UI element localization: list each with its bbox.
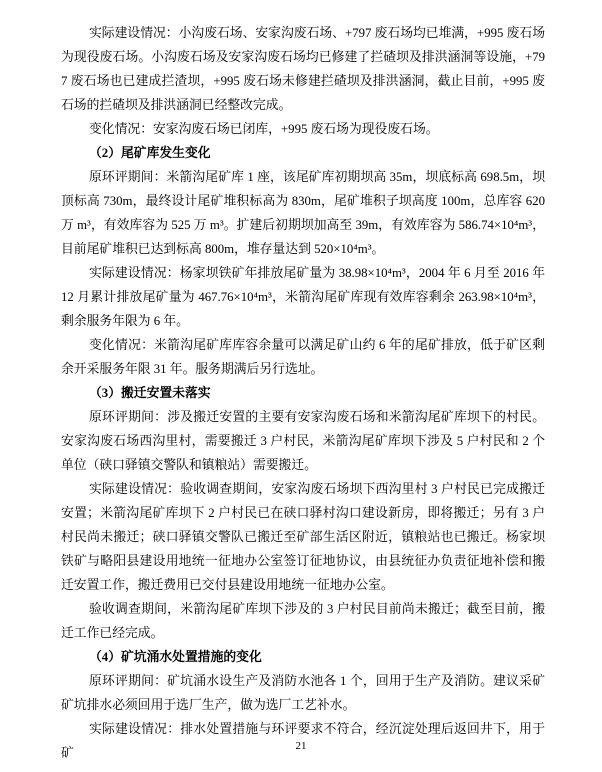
paragraph: 原环评期间：涉及搬迁安置的主要有安家沟废石场和米箭沟尾矿库坝下的村民。安家沟废石场西沟里村，需要搬迁 3 户村民，米箭沟尾矿库坝下涉及 5 户村民和 2 个单位（硖口驿镇交警队和镇粮站）需要搬迁。 — [61, 410, 545, 472]
paragraph: 实际建设情况：小沟废石场、安家沟废石场、+797 废石场均已堆满，+995 废石场为现役废石场。小沟废石场及安家沟废石场均已修建了拦碴坝及排洪涵洞等设施，+797 废石场也已建成拦渣坝，+995 废石场未修建拦碴坝及排洪涵洞，截止目前，+995 废石场的拦碴坝及排洪涵洞已经整改完成。 — [61, 26, 545, 112]
paragraph: 验收调查期间，米箭沟尾矿库坝下涉及的 3 户村民目前尚未搬迁；截至目前，搬迁工作已经完成。 — [61, 602, 545, 640]
paragraph: 变化情况：米箭沟尾矿库库容余量可以满足矿山约 6 年的尾矿排放，低于矿区剩余开采服务年限 31 年。服务期满后另行选址。 — [61, 338, 545, 376]
paragraph: 原环评期间：矿坑涌水设生产及消防水池各 1 个，回用于生产及消防。建议采矿矿坑排水必须回用于选厂生产，做为选厂工艺补水。 — [61, 674, 545, 712]
paragraph: 原环评期间：米箭沟尾矿库 1 座，该尾矿库初期坝高 35m，坝底标高 698.5m，坝顶标高 730m，最终设计尾矿堆积标高为 830m，尾矿堆积子坝高度 100m，总库容 620 万 m³，有效库容为 525 万 m³。扩建后初期坝加高至 39m，有效库容为 586.74×10⁴m³，目前尾矿堆积已达到标高 800m，堆存量达到 520×10⁴m³。 — [61, 170, 545, 256]
paragraph: 实际建设情况：验收调查期间，安家沟废石场坝下西沟里村 3 户村民已完成搬迁安置；米箭沟尾矿库坝下 2 户村民已在硖口驿村沟口建设新房，即将搬迁；另有 3 户村民尚未搬迁；硖口驿镇交警队已搬迁至矿部生活区附近，镇粮站也已搬迁。杨家坝铁矿与略阳县建设用地统一征地办公室签订征地协议，由县统征办负责征地补偿和搬迁安置工作，搬迁费用已交付县建设用地统一征地办公室。 — [61, 482, 545, 592]
section-heading: （3）搬迁安置未落实 — [89, 386, 211, 400]
section-heading: （2）尾矿库发生变化 — [89, 146, 211, 160]
paragraph: 变化情况：安家沟废石场已闭库，+995 废石场为现役废石场。 — [89, 122, 439, 136]
paragraph: 实际建设情况：杨家坝铁矿年排放尾矿量为 38.98×10⁴m³，2004 年 6 月至 2016 年 12 月累计排放尾矿量为 467.76×10⁴m³，米箭沟尾矿库现有效库容剩余 263.98×10⁴m³，剩余服务年限为 6 年。 — [61, 266, 545, 328]
section-heading: （4）矿坑涌水处置措施的变化 — [89, 650, 262, 664]
paragraph: 实际建设情况：排水处置措施与环评要求不符合，经沉淀处理后返回井下，用于矿 — [61, 722, 545, 760]
page-number: 21 — [295, 740, 307, 752]
